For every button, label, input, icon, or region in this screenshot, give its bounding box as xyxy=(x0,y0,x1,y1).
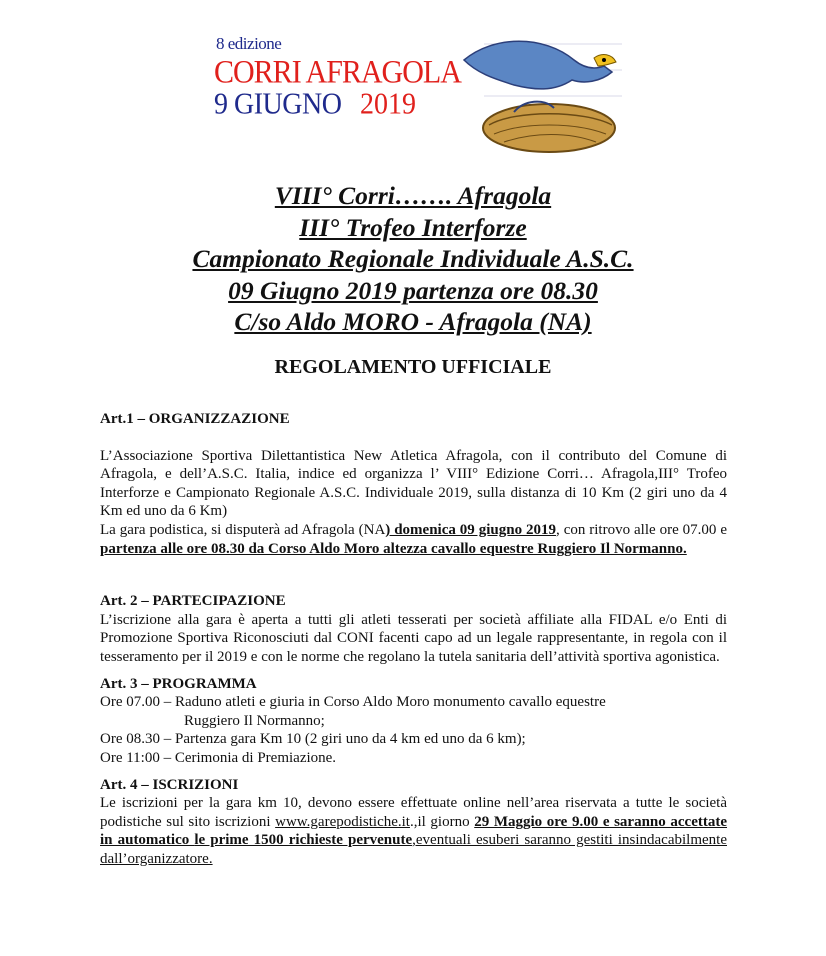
art2-heading: Art. 2 – PARTECIPAZIONE xyxy=(100,593,286,610)
art3-heading: Art. 3 – PROGRAMMA xyxy=(100,675,257,692)
title-line: Campionato Regionale Individuale A.S.C. xyxy=(192,244,634,273)
registration-link[interactable]: www.garepodistiche.it xyxy=(275,813,410,830)
art1-paragraph-2: La gara podistica, si disputerà ad Afragola (NA) domenica 09 giugno 2019, con ritrovo alle ore 07.00 e partenza alle ore 08.30 da Corso Aldo Moro altezza cavallo equestre Ruggiero Il Normanno. xyxy=(100,521,728,557)
roadrunner-nest-icon xyxy=(444,30,624,160)
art2-paragraph: L’iscrizione alla gara è aperta a tutti gli atleti tesserati per società affiliate alla FIDAL e/o Enti di Promozione Sportiva Riconosciuti dal CONI facenti capo ad un legale rappresentante, in regola con il tesseramento per il 2019 e con le norme che regolano la tutela sanitaria dell’attività sportiva agonistica. xyxy=(100,611,727,665)
title-line: C/so Aldo MORO - Afragola (NA) xyxy=(234,307,592,336)
title-line: III° Trofeo Interforze xyxy=(299,212,527,242)
art4-heading: Art. 4 – ISCRIZIONI xyxy=(100,776,239,793)
regolamento-heading: REGOLAMENTO UFFICIALE xyxy=(274,356,552,378)
event-logo xyxy=(214,30,614,160)
logo-year: 2019 xyxy=(360,87,416,122)
logo-date: 9 GIUGNO xyxy=(214,87,342,122)
document-body xyxy=(100,410,727,868)
logo-edition: 8 edizione xyxy=(216,34,282,53)
art1-heading: Art.1 – ORGANIZZAZIONE xyxy=(100,411,290,427)
program-item: Ore 11:00 – Cerimonia di Premiazione. xyxy=(100,749,337,766)
program-item: Ore 07.00 – Raduno atleti e giuria in Corso Aldo Moro monumento cavallo equestre xyxy=(100,694,606,711)
logo-name: CORRI AFRAGOLA xyxy=(214,54,461,91)
art4-paragraph: Le iscrizioni per la gara km 10, devono essere effettuate online nell’area riservata a tutte le società podistiche sul sito iscrizioni www.garepodistiche.it.,il giorno 29 Maggio ore 9.00 e saranno accettate in automatico le prime 1500 richieste pervenute,eventuali esuberi saranno gestiti insindacabilmente dall’organizzatore. xyxy=(100,795,728,867)
program-item: Ore 08.30 – Partenza gara Km 10 (2 giri uno da 4 km ed uno da 6 km); xyxy=(100,731,526,748)
title-block xyxy=(0,180,826,338)
title-line: VIII° Corri……. Afragola xyxy=(274,181,552,210)
title-line: 09 Giugno 2019 partenza ore 08.30 xyxy=(228,275,598,305)
art1-paragraph: L’Associazione Sportiva Dilettantistica New Atletica Afragola, con il contributo del Comune di Afragola, e dell’A.S.C. Italia, indice ed organizza l’ VIII° Edizione Corri… Afragola,III° Trofeo Interforze e Campionato Regionale A.S.C. Individuale 2019, sulla distanza di 10 Km (2 giri uno da 4 Km ed uno da 6 Km) xyxy=(100,447,727,520)
program-item-cont: Ruggiero Il Normanno; xyxy=(184,712,325,729)
